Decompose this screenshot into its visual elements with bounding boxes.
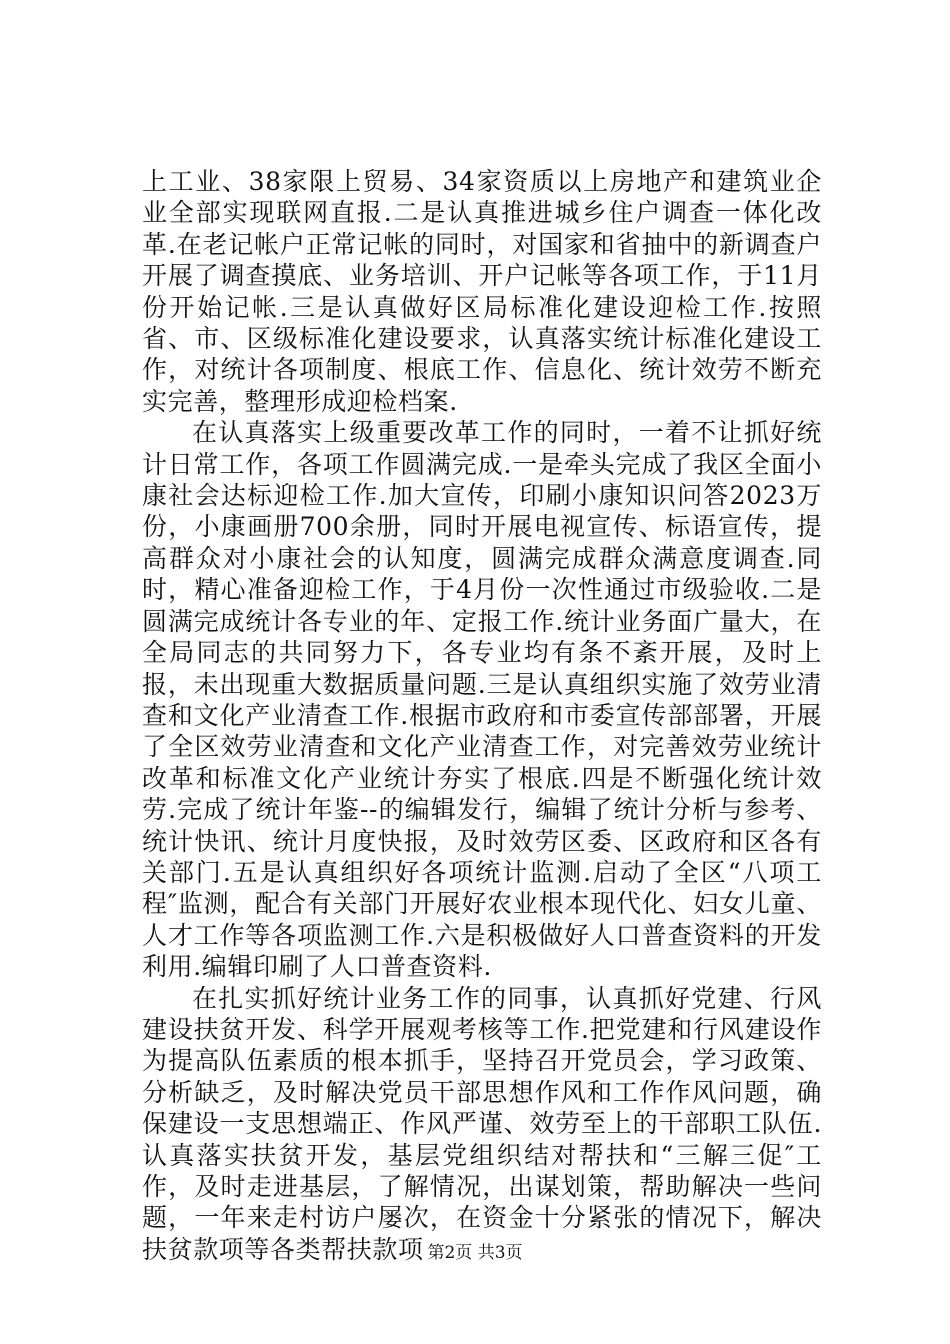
paragraph-3: 在扎实抓好统计业务工作的同事，认真抓好党建、行风建设扶贫开发、科学开展观考核等工作.把党建和行风建设作为提高队伍素质的根本抓手，坚持召开党员会，学习政策、分析缺乏，及时解决党员干部思想作风和工作作风问题，确保建设一支思想端正、作风严谨、效劳至上的干部职工队伍.认真落实扶贫开发，基层党组织结对帮扶和“三解三促″工作，及时走进基层，了解情况，出谋划策，帮助解决一些问题，一年来走村访户屡次，在资金十分紧张的情况下，解决扶贫款项等各类帮扶款项 (142, 983, 822, 1264)
paragraph-1: 上工业、38家限上贸易、34家资质以上房地产和建筑业企业全部实现联网直报.二是认真推进城乡住户调查一体化改革.在老记帐户正常记帐的同时，对国家和省抽中的新调查户开展了调查摸底、业务培训、开户记帐等各项工作，于11月份开始记帐.三是认真做好区局标准化建设迎检工作.按照省、市、区级标准化建设要求，认真落实统计标准化建设工作，对统计各项制度、根底工作、信息化、统计效劳不断充实完善，整理形成迎检档案. (142, 167, 822, 416)
document-body (142, 166, 822, 1265)
page-footer: 第2页 共3页 (427, 1243, 523, 1263)
paragraph-2: 在认真落实上级重要改革工作的同时，一着不让抓好统计日常工作，各项工作圆满完成.一是牵头完成了我区全面小康社会达标迎检工作.加大宣传，印刷小康知识问答2023万份，小康画册700余册，同时开展电视宣传、标语宣传，提高群众对小康社会的认知度，圆满完成群众满意度调查.同时，精心准备迎检工作，于4月份一次性通过市级验收.二是圆满完成统计各专业的年、定报工作.统计业务面广量大，在全局同志的共同努力下，各专业均有条不紊开展，及时上报，未出现重大数据质量问题.三是认真组织实施了效劳业清查和文化产业清查工作.根据市政府和市委宣传部部署，开展了全区效劳业清查和文化产业清查工作，对完善效劳业统计改革和标准文化产业统计夯实了根底.四是不断强化统计效劳.完成了统计年鉴--的编辑发行，编辑了统计分析与参考、统计快讯、统计月度快报，及时效劳区委、区政府和区各有关部门.五是认真组织好各项统计监测.启动了全区“八项工程″监测，配合有关部门开展好农业根本现代化、妇女儿童、人才工作等各项监测工作.六是积极做好人口普查资料的开发利用.编辑印刷了人口普查资料. (142, 418, 822, 982)
